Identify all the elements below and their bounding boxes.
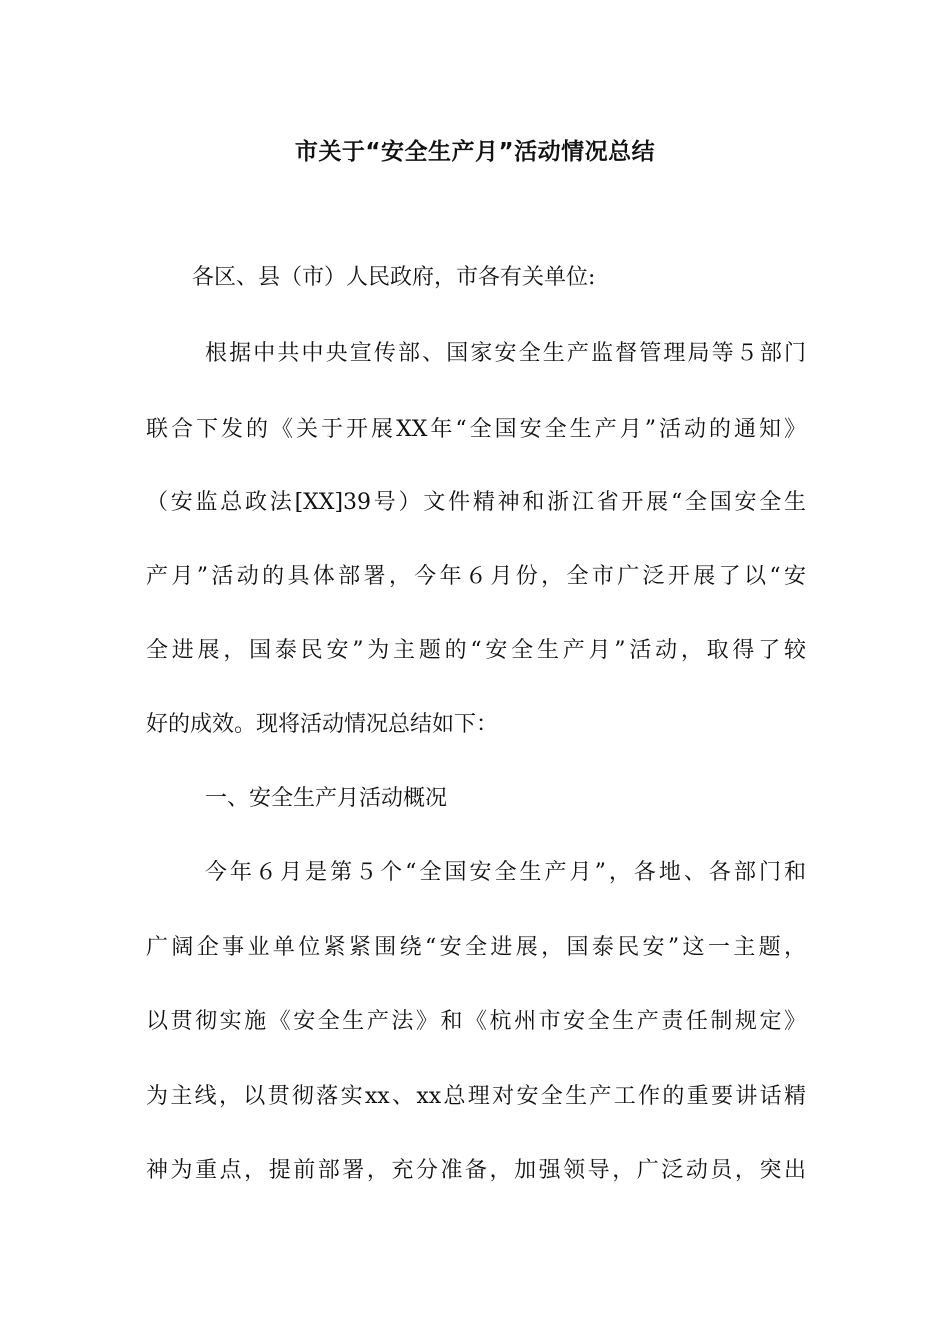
paragraph2-line2: 广阔企事业单位紧紧围绕“安全进展，国泰民安”这一主题， bbox=[146, 935, 806, 960]
paragraph2-line4: 为主线，以贯彻落实xx、xx总理对安全生产工作的重要讲话精 bbox=[146, 1084, 806, 1109]
paragraph2-line1: 今年６月是第５个“全国安全生产月”，各地、各部门和 bbox=[205, 860, 806, 885]
section1-heading: 一、安全生产月活动概况 bbox=[205, 786, 448, 811]
paragraph1-line1: 根据中共中央宣传部、国家安全生产监督管理局等５部门 bbox=[205, 341, 806, 366]
paragraph1-line6: 好的成效。现将活动情况总结如下： bbox=[146, 712, 499, 737]
paragraph1-line5: 全进展，国泰民安”为主题的“安全生产月”活动，取得了较 bbox=[146, 638, 806, 663]
document-title: 市关于“安全生产月”活动情况总结 bbox=[294, 139, 656, 165]
paragraph2-line5: 神为重点，提前部署，充分准备，加强领导，广泛动员，突出 bbox=[146, 1158, 806, 1183]
paragraph1-line2: 联合下发的《关于开展XX年“全国安全生产月”活动的通知》 bbox=[146, 417, 806, 442]
salutation: 各区、县（市）人民政府，市各有关单位: bbox=[192, 265, 596, 290]
paragraph2-line3: 以贯彻实施《安全生产法》和《杭州市安全生产责任制规定》 bbox=[146, 1009, 806, 1034]
paragraph1-line4: 产月”活动的具体部署，今年６月份，全市广泛开展了以“安 bbox=[146, 564, 806, 589]
paragraph1-line3: （安监总政法[XX]39号）文件精神和浙江省开展“全国安全生 bbox=[146, 490, 806, 515]
